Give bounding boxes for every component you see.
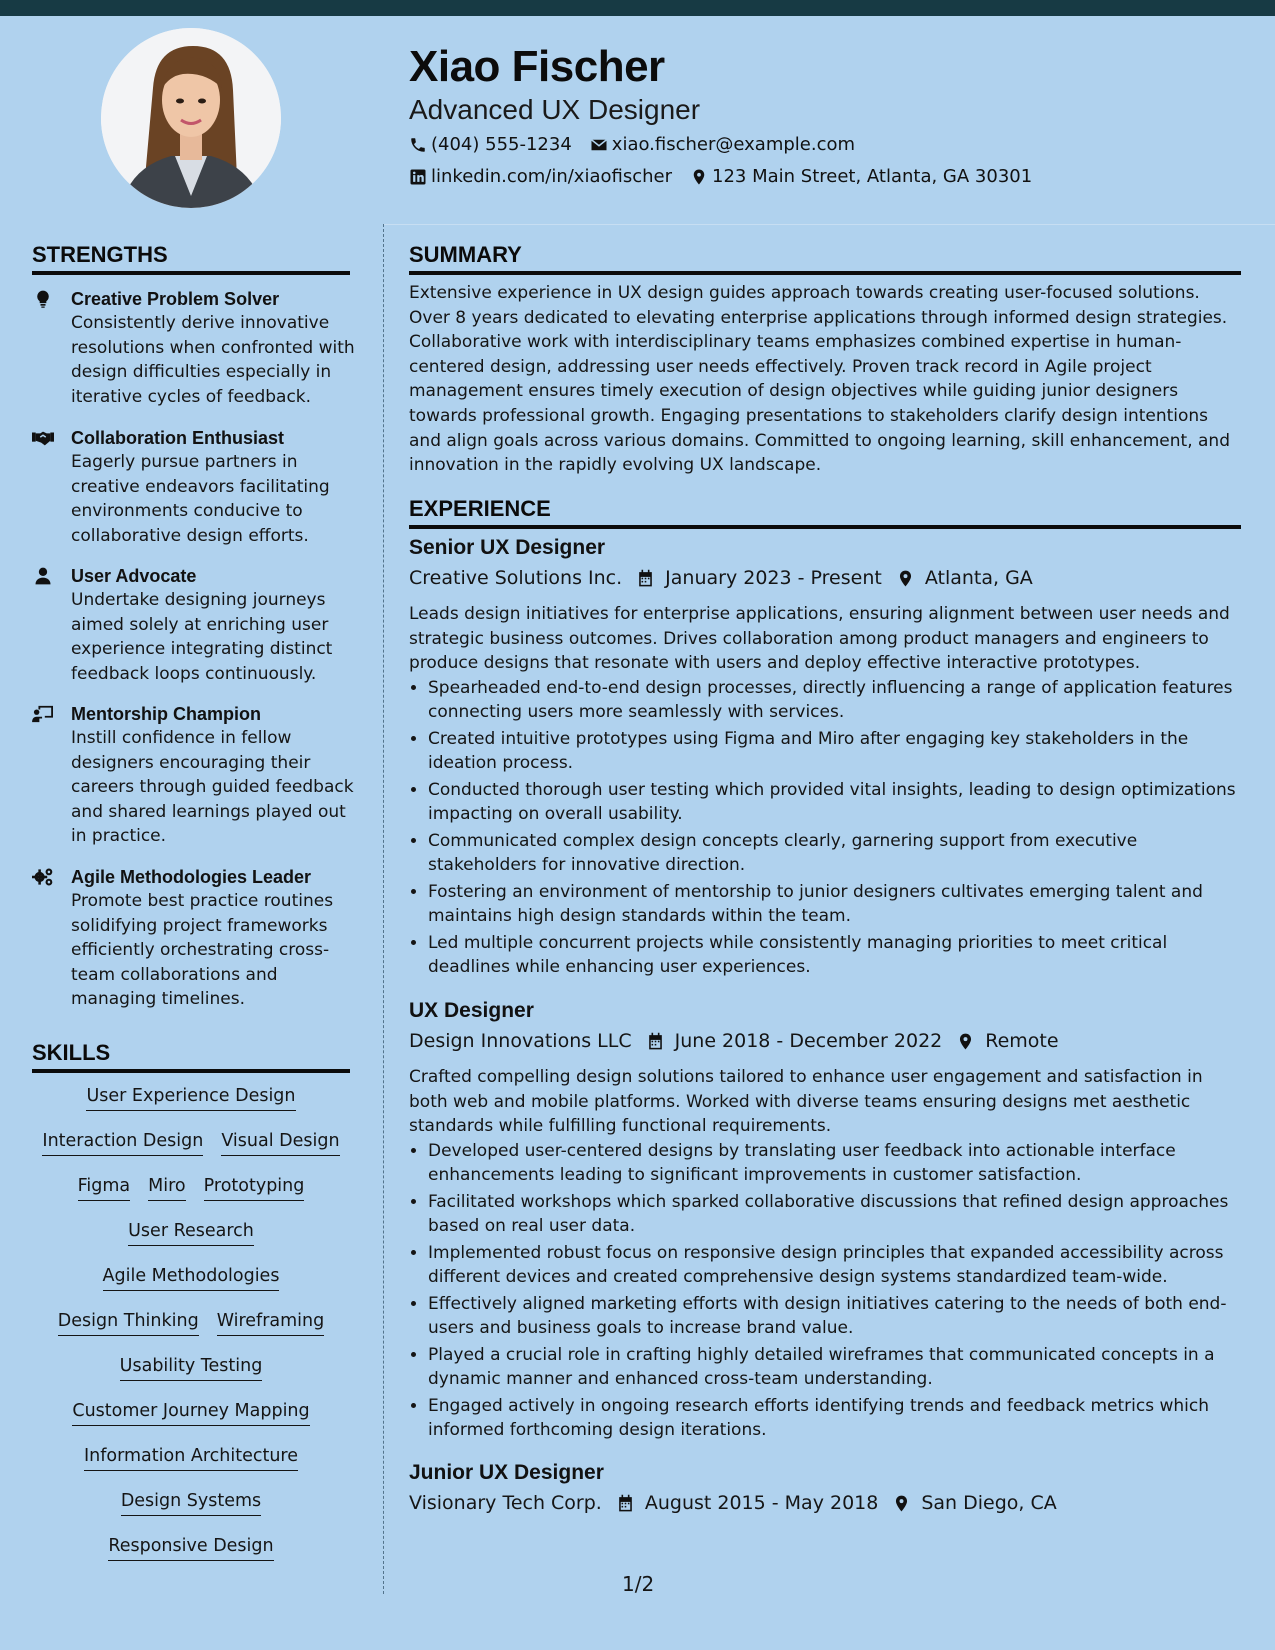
skill-tag: Wireframing bbox=[217, 1310, 325, 1336]
skill-row bbox=[32, 1445, 350, 1490]
company-name: Creative Solutions Inc. bbox=[409, 567, 623, 589]
skill-tag: Design Systems bbox=[121, 1490, 261, 1516]
user-icon bbox=[32, 566, 56, 588]
phone-item bbox=[409, 134, 572, 155]
job-meta bbox=[409, 1030, 1059, 1052]
envelope-icon bbox=[590, 136, 608, 154]
chalkboard-teacher-icon bbox=[32, 704, 56, 726]
address-item bbox=[690, 166, 1032, 187]
skill-tag: Prototyping bbox=[204, 1175, 305, 1201]
lightbulb-icon bbox=[32, 289, 56, 311]
skill-row bbox=[32, 1265, 350, 1310]
job-location: Remote bbox=[985, 1030, 1059, 1052]
skill-tag: Usability Testing bbox=[120, 1355, 263, 1381]
column-divider bbox=[383, 224, 384, 1594]
job-location: Atlanta, GA bbox=[924, 567, 1033, 589]
skill-tag: User Research bbox=[128, 1220, 254, 1246]
strength-description: Undertake designing journeys aimed solely at enriching user experience integrating distinct feedback loops continuously. bbox=[71, 590, 333, 684]
email-text[interactable]: xiao.fischer@example.com bbox=[611, 134, 856, 155]
strength-description: Eagerly pursue partners in creative endeavors facilitating environments conducive to collaborative design efforts. bbox=[71, 452, 330, 546]
strengths-heading: STRENGTHS bbox=[32, 242, 350, 275]
summary-heading: SUMMARY bbox=[409, 242, 1241, 275]
linkedin-text[interactable]: linkedin.com/in/xiaofischer bbox=[431, 166, 672, 187]
job-bullet: • Created intuitive prototypes using Figma and Miro after engaging key stakeholders in the ideation process. bbox=[428, 727, 1244, 776]
job-bullet: • Communicated complex design concepts clearly, garnering support from executive stakeholders for innovative direction. bbox=[428, 829, 1244, 878]
skill-tag: Agile Methodologies bbox=[103, 1265, 280, 1291]
strength-description: Instill confidence in fellow designers encouraging their careers through guided feedback and shared learnings played out in practice. bbox=[71, 728, 354, 846]
skill-row bbox=[32, 1175, 350, 1220]
calendar-icon bbox=[616, 1494, 635, 1513]
phone-text: (404) 555-1234 bbox=[431, 134, 572, 155]
contact-row-2 bbox=[409, 166, 1050, 187]
skill-row bbox=[32, 1400, 350, 1445]
calendar-icon bbox=[646, 1032, 665, 1051]
handshake-icon bbox=[32, 428, 56, 450]
job-meta bbox=[409, 567, 1033, 589]
job-bullets bbox=[409, 676, 1244, 980]
job-dates: August 2015 - May 2018 bbox=[644, 1492, 879, 1514]
job-bullet: • Fostering an environment of mentorship to junior designers cultivates emerging talent and maintains high design standards within the team. bbox=[428, 880, 1244, 929]
job-dates: June 2018 - December 2022 bbox=[674, 1030, 943, 1052]
skill-row bbox=[32, 1220, 350, 1265]
skill-tag: Interaction Design bbox=[42, 1130, 203, 1156]
job-dates: January 2023 - Present bbox=[665, 567, 882, 589]
job-bullet: • Spearheaded end-to-end design processes, directly influencing a range of application features connecting users more seamlessly with services. bbox=[428, 676, 1244, 725]
skill-row bbox=[32, 1535, 350, 1580]
company-name: Design Innovations LLC bbox=[409, 1030, 632, 1052]
strength-item bbox=[32, 426, 362, 548]
job-bullet: • Implemented robust focus on responsive design principles that expanded accessibility across different devices and created comprehensive design systems standardized team-wide. bbox=[428, 1241, 1244, 1290]
skill-tag: User Experience Design bbox=[86, 1085, 295, 1111]
strength-title: User Advocate bbox=[71, 566, 197, 586]
strength-title: Mentorship Champion bbox=[71, 704, 261, 724]
linkedin-item[interactable] bbox=[409, 166, 672, 187]
strength-item bbox=[32, 702, 362, 849]
profile-photo bbox=[101, 28, 281, 208]
skill-tag: Responsive Design bbox=[108, 1535, 273, 1561]
page-number: 1/2 bbox=[622, 1572, 655, 1596]
strength-item bbox=[32, 865, 362, 1012]
job-description bbox=[409, 602, 1244, 982]
strength-item bbox=[32, 287, 362, 409]
contact-row-1 bbox=[409, 134, 873, 155]
strength-description: Consistently derive innovative resolutions when confronted with design difficulties especially in iterative cycles of feedback. bbox=[71, 313, 355, 407]
email-item[interactable] bbox=[590, 134, 855, 155]
address-text: 123 Main Street, Atlanta, GA 30301 bbox=[712, 166, 1033, 187]
phone-icon bbox=[409, 136, 427, 154]
skill-row bbox=[32, 1310, 350, 1355]
job-summary: Crafted compelling design solutions tailored to enhance user engagement and satisfaction in both web and mobile platforms. Worked with diverse teams ensuring designs met aesthetic standards while fulfilling functional requirements. bbox=[409, 1067, 1203, 1136]
skill-tag: Information Architecture bbox=[84, 1445, 298, 1471]
skill-tag: Miro bbox=[148, 1175, 185, 1201]
skill-row bbox=[32, 1130, 350, 1175]
skills-list bbox=[32, 1085, 350, 1580]
candidate-title: Advanced UX Designer bbox=[409, 94, 701, 125]
job-meta bbox=[409, 1492, 1057, 1514]
skill-tag: Figma bbox=[78, 1175, 131, 1201]
job-bullet: • Played a crucial role in crafting highly detailed wireframes that communicated concepts in a dynamic manner and enhanced cross-team understanding. bbox=[428, 1343, 1244, 1392]
skill-tag: Customer Journey Mapping bbox=[72, 1400, 309, 1426]
candidate-name: Xiao Fischer bbox=[409, 42, 665, 91]
job-location: San Diego, CA bbox=[921, 1492, 1057, 1514]
job-bullets bbox=[409, 1139, 1244, 1443]
header-rule bbox=[384, 224, 1275, 225]
skill-tag: Visual Design bbox=[221, 1130, 339, 1156]
skill-row bbox=[32, 1490, 350, 1535]
job-bullet: • Effectively aligned marketing efforts with design initiatives catering to the needs of both end-users and business goals to increase brand value. bbox=[428, 1292, 1244, 1341]
job-bullet: • Developed user-centered designs by translating user feedback into actionable interface enhancements leading to significant improvements in customer satisfaction. bbox=[428, 1139, 1244, 1188]
skill-tag: Design Thinking bbox=[58, 1310, 199, 1336]
job-bullet: • Engaged actively in ongoing research efforts identifying trends and feedback metrics which informed forthcoming design iterations. bbox=[428, 1394, 1244, 1443]
map-marker-icon bbox=[956, 1032, 975, 1051]
experience-heading: EXPERIENCE bbox=[409, 496, 1241, 529]
job-summary: Leads design initiatives for enterprise applications, ensuring alignment between user needs and strategic business outcomes. Drives collaboration among product managers and engineers to produce designs that resonate with users and deploy effective interactive prototypes. bbox=[409, 604, 1230, 673]
skill-row bbox=[32, 1355, 350, 1400]
strength-item bbox=[32, 564, 362, 686]
gears-icon bbox=[32, 867, 56, 889]
summary-text: Extensive experience in UX design guides approach towards creating user-focused solutions. Over 8 years dedicated to elevating enterprise applications through informed design strategies. Collaborative work with interdisciplinary teams emphasizes combined expertise in human-centered design, addressing user needs effectively. Proven track record in Agile project management ensures timely execution of design objectives while guiding junior designers towards professional growth. Engaging presentations to stakeholders clarify design intentions and align goals across various domains. Committed to ongoing learning, skill enhancement, and innovation in the rapidly evolving UX landscape. bbox=[409, 283, 1230, 476]
linkedin-icon bbox=[409, 168, 427, 186]
job-title: UX Designer bbox=[409, 999, 534, 1022]
job-bullet: • Conducted thorough user testing which provided vital insights, leading to design optimizations impacting on overall usability. bbox=[428, 778, 1244, 827]
map-marker-icon bbox=[892, 1494, 911, 1513]
company-name: Visionary Tech Corp. bbox=[409, 1492, 602, 1514]
job-description bbox=[409, 1065, 1244, 1445]
job-title: Junior UX Designer bbox=[409, 1461, 604, 1484]
skills-heading: SKILLS bbox=[32, 1040, 350, 1073]
job-bullet: • Facilitated workshops which sparked collaborative discussions that refined design approaches based on real user data. bbox=[428, 1190, 1244, 1239]
map-marker-icon bbox=[896, 569, 915, 588]
top-accent-bar bbox=[0, 0, 1275, 16]
job-bullet: • Led multiple concurrent projects while consistently managing priorities to meet critical deadlines while enhancing user experiences. bbox=[428, 931, 1244, 980]
calendar-icon bbox=[636, 569, 655, 588]
map-marker-icon bbox=[690, 168, 708, 186]
strength-description: Promote best practice routines solidifying project frameworks efficiently orchestrating cross-team collaborations and managing timelines. bbox=[71, 891, 334, 1009]
job-title: Senior UX Designer bbox=[409, 536, 606, 559]
strength-title: Collaboration Enthusiast bbox=[71, 428, 285, 448]
strength-title: Creative Problem Solver bbox=[71, 289, 280, 309]
skill-row bbox=[32, 1085, 350, 1130]
strength-title: Agile Methodologies Leader bbox=[71, 867, 312, 887]
